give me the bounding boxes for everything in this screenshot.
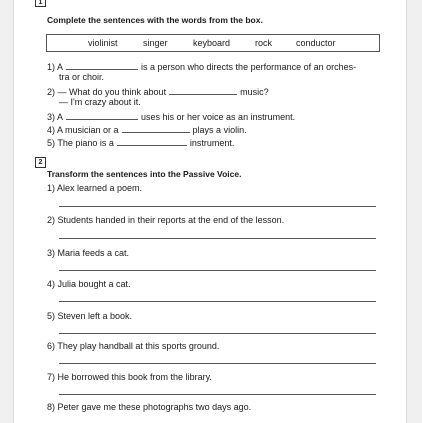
task1-item-2: [47, 85, 269, 97]
word-box: [46, 34, 380, 52]
blank-field[interactable]: [122, 123, 190, 133]
item-text: 5) The piano is a: [47, 138, 114, 148]
item-text: plays a violin.: [192, 125, 247, 135]
blank-field[interactable]: [117, 136, 187, 146]
task2-item-3: 3) Maria feeds a cat.: [47, 248, 130, 258]
item-text: 1) A: [47, 62, 64, 72]
task2-item-2: 2) Students handed in their reports at the end of the lesson.: [47, 215, 285, 225]
task2-item-1: 1) Alex learned a poem.: [47, 183, 143, 193]
answer-line[interactable]: [59, 363, 376, 364]
task1-item-2-cont: — I'm crazy about it.: [59, 97, 141, 107]
task1-number: 1: [35, 0, 46, 7]
answer-line[interactable]: [59, 206, 376, 207]
word-singer: singer: [143, 38, 168, 48]
task1-item-3: [47, 110, 295, 122]
task2-item-4: 4) Julia bought a cat.: [47, 279, 131, 289]
item-text: uses his or her voice as an instrument.: [141, 112, 296, 122]
word-conductor: conductor: [296, 38, 336, 48]
item-text: 2) — What do you think about: [47, 87, 167, 97]
task1-item-5: [47, 136, 234, 148]
blank-field[interactable]: [66, 110, 138, 120]
blank-field[interactable]: [169, 85, 237, 95]
task2-number: 2: [35, 157, 46, 168]
answer-line[interactable]: [59, 270, 376, 271]
blank-field[interactable]: [66, 60, 138, 70]
task1-item-1: [47, 60, 356, 72]
word-keyboard: keyboard: [193, 38, 231, 48]
task2-item-7: 7) He borrowed this book from the library.: [47, 372, 212, 382]
item-text: 4) A musician or a: [47, 125, 119, 135]
answer-line[interactable]: [59, 333, 376, 334]
task2-item-8: 8) Peter gave me these photographs two days ago.: [47, 402, 252, 412]
task2-item-6: 6) They play handball at this sports ground.: [47, 341, 220, 351]
word-violinist: violinist: [88, 38, 118, 48]
item-text: music?: [240, 87, 269, 97]
item-text: 3) A: [47, 112, 64, 122]
answer-line[interactable]: [59, 238, 376, 239]
item-text: is a person who directs the performance of an orches-: [141, 62, 357, 72]
task1-item-4: [47, 123, 247, 135]
task2-item-5: 5) Steven left a book.: [47, 311, 133, 321]
word-rock: rock: [255, 38, 273, 48]
task1-item-1-cont: tra or choir.: [59, 72, 105, 82]
item-text: instrument.: [189, 138, 235, 148]
answer-line[interactable]: [59, 394, 376, 395]
task2-heading: Transform the sentences into the Passive Voice.: [47, 169, 242, 179]
task1-heading: Complete the sentences with the words from the box.: [47, 15, 263, 25]
answer-line[interactable]: [59, 301, 376, 302]
